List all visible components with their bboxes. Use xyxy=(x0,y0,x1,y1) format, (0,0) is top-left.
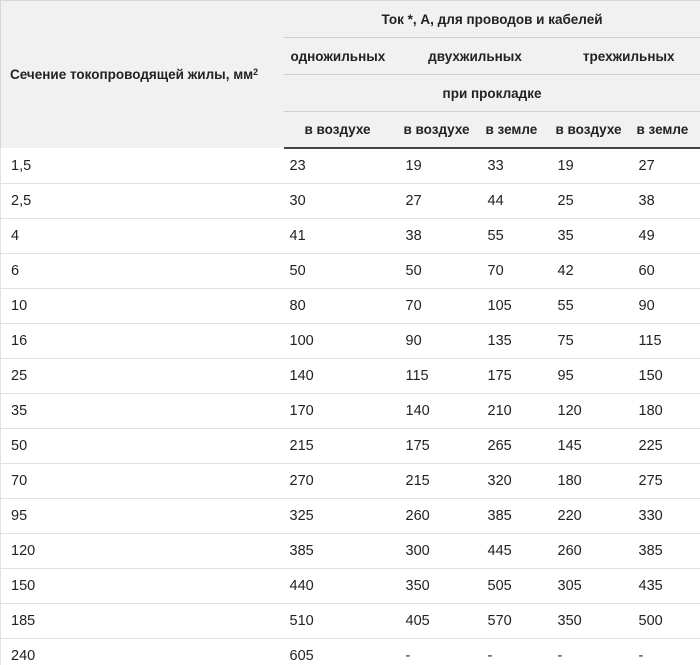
current-cell: 500 xyxy=(633,604,700,639)
current-cell: 260 xyxy=(552,534,633,569)
section-cell: 70 xyxy=(1,464,284,499)
current-cell: 505 xyxy=(482,569,552,604)
current-cell: 210 xyxy=(482,394,552,429)
current-group-header: Ток *, А, для проводов и кабелей xyxy=(284,1,700,38)
table-row xyxy=(1,148,700,184)
table-row xyxy=(1,394,700,429)
current-cell: 70 xyxy=(482,254,552,289)
current-cell: 145 xyxy=(552,429,633,464)
table-row xyxy=(1,499,700,534)
current-cell: 270 xyxy=(284,464,400,499)
env-header-air: в воздухе xyxy=(400,112,482,149)
table-header xyxy=(1,1,700,149)
table-row xyxy=(1,639,700,665)
current-cell: 150 xyxy=(633,359,700,394)
current-cell: 350 xyxy=(400,569,482,604)
current-cell: 140 xyxy=(400,394,482,429)
section-cell: 25 xyxy=(1,359,284,394)
env-header-air: в воздухе xyxy=(284,112,400,149)
current-cell: 135 xyxy=(482,324,552,359)
current-cell: 570 xyxy=(482,604,552,639)
current-cell: 49 xyxy=(633,219,700,254)
table-body xyxy=(1,148,700,665)
current-cell: 445 xyxy=(482,534,552,569)
current-cell: 19 xyxy=(552,148,633,184)
current-cell: 105 xyxy=(482,289,552,324)
current-cell: 140 xyxy=(284,359,400,394)
current-cell: 115 xyxy=(400,359,482,394)
current-cell: 44 xyxy=(482,184,552,219)
current-cell: 115 xyxy=(633,324,700,359)
table-row xyxy=(1,534,700,569)
current-cell: 215 xyxy=(284,429,400,464)
current-cell: 50 xyxy=(400,254,482,289)
current-cell: 320 xyxy=(482,464,552,499)
current-cell: 95 xyxy=(552,359,633,394)
current-cell: 33 xyxy=(482,148,552,184)
current-cell: 510 xyxy=(284,604,400,639)
env-header-ground: в земле xyxy=(482,112,552,149)
wire-type-three-core: трехжильных xyxy=(552,38,700,75)
section-cell: 35 xyxy=(1,394,284,429)
current-cell: 42 xyxy=(552,254,633,289)
env-header-ground: в земле xyxy=(633,112,700,149)
table-row xyxy=(1,184,700,219)
current-cell: 225 xyxy=(633,429,700,464)
laying-header: при прокладке xyxy=(284,75,700,112)
section-cell: 95 xyxy=(1,499,284,534)
section-cell: 120 xyxy=(1,534,284,569)
section-cell: 16 xyxy=(1,324,284,359)
current-cell: 605 xyxy=(284,639,400,665)
current-cell: 80 xyxy=(284,289,400,324)
current-cell: 35 xyxy=(552,219,633,254)
section-unit-superscript: 2 xyxy=(253,67,259,77)
current-cell: 25 xyxy=(552,184,633,219)
current-cell: 385 xyxy=(482,499,552,534)
table-row xyxy=(1,219,700,254)
current-cell: 175 xyxy=(482,359,552,394)
section-label: Сечение токопроводящей жилы, мм xyxy=(10,67,254,82)
current-cell: 50 xyxy=(284,254,400,289)
current-cell: 180 xyxy=(633,394,700,429)
current-cell: 300 xyxy=(400,534,482,569)
current-cell: 90 xyxy=(400,324,482,359)
section-column-header xyxy=(1,1,284,149)
current-cell: 38 xyxy=(400,219,482,254)
current-cell: 325 xyxy=(284,499,400,534)
current-cell: - xyxy=(400,639,482,665)
table-row xyxy=(1,324,700,359)
table-row xyxy=(1,604,700,639)
current-cell: 275 xyxy=(633,464,700,499)
current-cell: 27 xyxy=(400,184,482,219)
env-header-air: в воздухе xyxy=(552,112,633,149)
current-cell: - xyxy=(552,639,633,665)
table-row xyxy=(1,464,700,499)
current-cell: 180 xyxy=(552,464,633,499)
wire-type-two-core: двухжильных xyxy=(400,38,552,75)
current-cell: 260 xyxy=(400,499,482,534)
current-cell: 220 xyxy=(552,499,633,534)
current-cell: 385 xyxy=(284,534,400,569)
current-cell: 55 xyxy=(552,289,633,324)
current-cell: 55 xyxy=(482,219,552,254)
current-cell: 305 xyxy=(552,569,633,604)
current-cell: - xyxy=(633,639,700,665)
table-row xyxy=(1,289,700,324)
table-row xyxy=(1,359,700,394)
current-cell: 120 xyxy=(552,394,633,429)
current-cell: 440 xyxy=(284,569,400,604)
current-cell: 405 xyxy=(400,604,482,639)
current-cell: 30 xyxy=(284,184,400,219)
current-cell: 27 xyxy=(633,148,700,184)
current-cell: 19 xyxy=(400,148,482,184)
current-cell: 350 xyxy=(552,604,633,639)
section-cell: 10 xyxy=(1,289,284,324)
section-cell: 150 xyxy=(1,569,284,604)
current-cell: 90 xyxy=(633,289,700,324)
current-cell: 41 xyxy=(284,219,400,254)
current-cell: 175 xyxy=(400,429,482,464)
section-cell: 6 xyxy=(1,254,284,289)
current-cell: - xyxy=(482,639,552,665)
section-cell: 1,5 xyxy=(1,148,284,184)
current-cell: 265 xyxy=(482,429,552,464)
current-cell: 23 xyxy=(284,148,400,184)
section-cell: 240 xyxy=(1,639,284,665)
current-cell: 100 xyxy=(284,324,400,359)
current-cell: 385 xyxy=(633,534,700,569)
section-cell: 2,5 xyxy=(1,184,284,219)
table-row xyxy=(1,569,700,604)
current-cell: 170 xyxy=(284,394,400,429)
current-cell: 75 xyxy=(552,324,633,359)
wire-type-single-core: одножильных xyxy=(284,38,400,75)
current-cell: 435 xyxy=(633,569,700,604)
current-cell: 330 xyxy=(633,499,700,534)
table-row xyxy=(1,254,700,289)
current-cell: 60 xyxy=(633,254,700,289)
current-cell: 70 xyxy=(400,289,482,324)
section-cell: 185 xyxy=(1,604,284,639)
table-row xyxy=(1,429,700,464)
section-cell: 50 xyxy=(1,429,284,464)
current-cell: 38 xyxy=(633,184,700,219)
section-cell: 4 xyxy=(1,219,284,254)
current-cell: 215 xyxy=(400,464,482,499)
